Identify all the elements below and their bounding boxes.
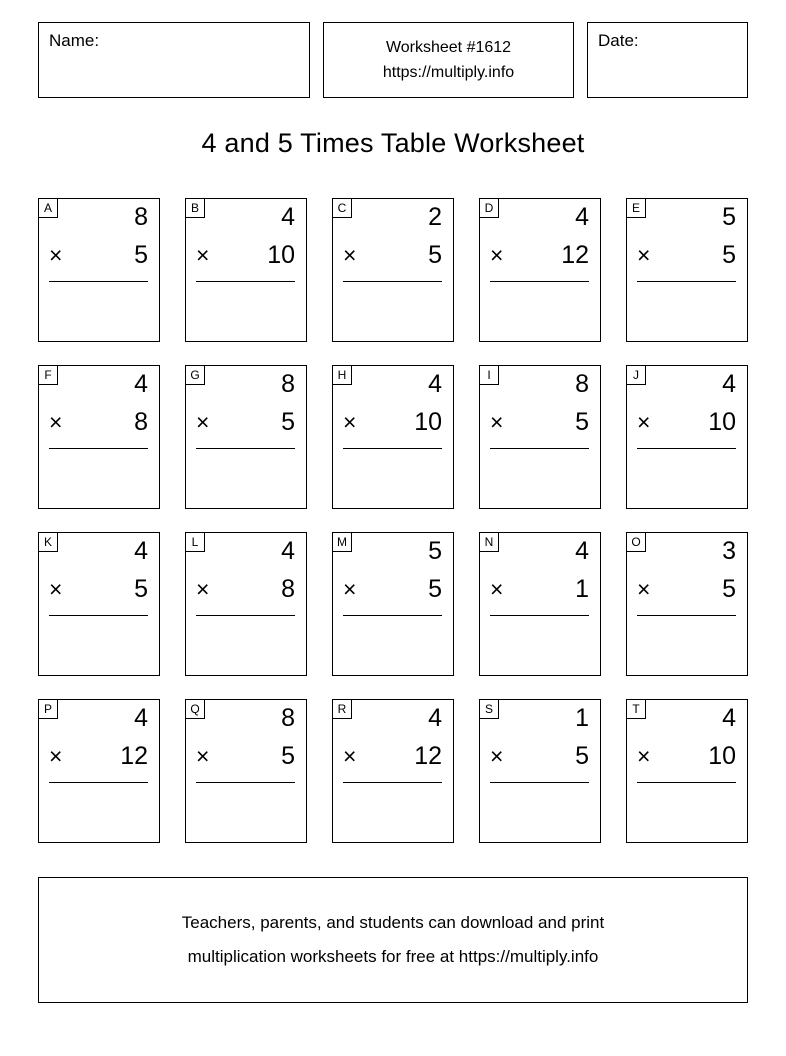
problem-grid: [38, 198, 750, 843]
problem-cell[interactable]: [185, 198, 307, 342]
problem-letter: C: [333, 199, 352, 218]
problem-body: [343, 704, 442, 783]
header-row: [38, 22, 748, 98]
problem-cell[interactable]: [626, 365, 748, 509]
answer-rule: [343, 448, 442, 449]
multiplier: 5: [428, 241, 442, 269]
multiplier: 10: [708, 408, 736, 436]
multiplicand: 2: [428, 203, 442, 231]
multiplier: 5: [428, 575, 442, 603]
problem-body: [490, 370, 589, 449]
answer-rule: [49, 448, 148, 449]
problem-body: [196, 704, 295, 783]
problem-cell[interactable]: [185, 532, 307, 676]
problem-cell[interactable]: [626, 198, 748, 342]
multiplicand: 4: [722, 704, 736, 732]
multiplier: 8: [134, 408, 148, 436]
multiplier: 12: [414, 742, 442, 770]
answer-rule: [490, 448, 589, 449]
answer-rule: [49, 281, 148, 282]
answer-rule: [196, 615, 295, 616]
problem-letter: F: [39, 366, 58, 385]
worksheet-url: https://multiply.info: [382, 64, 515, 81]
multiplier: 5: [281, 742, 295, 770]
multiplier: 5: [722, 575, 736, 603]
multiplicand: 8: [134, 203, 148, 231]
problem-body: [49, 370, 148, 449]
multiply-operator: ×: [637, 409, 651, 435]
multiplicand: 4: [575, 537, 589, 565]
multiply-operator: ×: [637, 576, 651, 602]
answer-rule: [637, 782, 736, 783]
multiply-operator: ×: [343, 576, 357, 602]
problem-letter: R: [333, 700, 352, 719]
problem-letter: L: [186, 533, 205, 552]
answer-rule: [196, 782, 295, 783]
multiplicand: 4: [281, 203, 295, 231]
name-label: Name:: [49, 31, 100, 50]
problem-letter: A: [39, 199, 58, 218]
problem-letter: M: [333, 533, 352, 552]
page-title: 4 and 5 Times Table Worksheet: [201, 128, 585, 158]
multiplier: 8: [281, 575, 295, 603]
problem-cell[interactable]: [626, 699, 748, 843]
multiplier: 10: [267, 241, 295, 269]
multiply-operator: ×: [490, 409, 504, 435]
multiply-operator: ×: [490, 743, 504, 769]
problem-cell[interactable]: [479, 365, 601, 509]
multiplier: 5: [281, 408, 295, 436]
multiply-operator: ×: [196, 409, 210, 435]
problem-body: [490, 537, 589, 616]
multiplicand: 4: [134, 537, 148, 565]
multiplier: 10: [414, 408, 442, 436]
problem-letter: H: [333, 366, 352, 385]
footer-line-1: Teachers, parents, and students can download and print: [181, 913, 605, 932]
problem-letter: O: [627, 533, 646, 552]
multiplicand: 8: [281, 704, 295, 732]
problem-cell[interactable]: [479, 198, 601, 342]
answer-rule: [196, 281, 295, 282]
problem-cell[interactable]: [332, 365, 454, 509]
footer-note: [38, 877, 748, 1003]
problem-body: [637, 704, 736, 783]
multiplier: 5: [722, 241, 736, 269]
multiplicand: 8: [575, 370, 589, 398]
multiplicand: 4: [134, 704, 148, 732]
multiplicand: 8: [281, 370, 295, 398]
problem-cell[interactable]: [479, 699, 601, 843]
problem-cell[interactable]: [332, 532, 454, 676]
multiplicand: 5: [428, 537, 442, 565]
multiply-operator: ×: [49, 743, 63, 769]
answer-rule: [637, 448, 736, 449]
problem-letter: J: [627, 366, 646, 385]
problem-cell[interactable]: [38, 532, 160, 676]
multiply-operator: ×: [196, 242, 210, 268]
answer-rule: [196, 448, 295, 449]
multiplier: 5: [575, 742, 589, 770]
multiply-operator: ×: [196, 576, 210, 602]
multiplicand: 5: [722, 203, 736, 231]
multiply-operator: ×: [343, 242, 357, 268]
problem-letter: Q: [186, 700, 205, 719]
answer-rule: [49, 615, 148, 616]
problem-body: [343, 203, 442, 282]
problem-letter: I: [480, 366, 499, 385]
problem-body: [196, 370, 295, 449]
multiplicand: 4: [134, 370, 148, 398]
multiplier: 1: [575, 575, 589, 603]
problem-letter: T: [627, 700, 646, 719]
answer-rule: [490, 615, 589, 616]
multiplier: 5: [134, 575, 148, 603]
problem-letter: K: [39, 533, 58, 552]
problem-body: [49, 537, 148, 616]
problem-letter: E: [627, 199, 646, 218]
problem-cell[interactable]: [38, 198, 160, 342]
problem-body: [49, 704, 148, 783]
multiply-operator: ×: [637, 743, 651, 769]
problem-cell[interactable]: [185, 699, 307, 843]
problem-body: [343, 537, 442, 616]
name-box[interactable]: [38, 22, 310, 98]
answer-rule: [490, 782, 589, 783]
problem-letter: D: [480, 199, 499, 218]
multiply-operator: ×: [49, 409, 63, 435]
problem-body: [637, 370, 736, 449]
worksheet-info-box: [323, 22, 574, 98]
multiplicand: 4: [281, 537, 295, 565]
worksheet-number: Worksheet #1612: [385, 39, 512, 56]
problem-body: [490, 704, 589, 783]
problem-letter: B: [186, 199, 205, 218]
multiplicand: 1: [575, 704, 589, 732]
multiply-operator: ×: [49, 242, 63, 268]
answer-rule: [637, 615, 736, 616]
problem-body: [490, 203, 589, 282]
multiplier: 12: [561, 241, 589, 269]
problem-body: [49, 203, 148, 282]
date-box[interactable]: [587, 22, 748, 98]
multiplicand: 3: [722, 537, 736, 565]
multiplier: 12: [120, 742, 148, 770]
problem-cell[interactable]: [332, 198, 454, 342]
multiplicand: 4: [575, 203, 589, 231]
answer-rule: [490, 281, 589, 282]
problem-cell[interactable]: [185, 365, 307, 509]
problem-body: [196, 537, 295, 616]
multiply-operator: ×: [196, 743, 210, 769]
multiplier: 5: [134, 241, 148, 269]
multiply-operator: ×: [637, 242, 651, 268]
problem-letter: G: [186, 366, 205, 385]
multiply-operator: ×: [490, 576, 504, 602]
multiplier: 5: [575, 408, 589, 436]
multiply-operator: ×: [343, 409, 357, 435]
answer-rule: [343, 615, 442, 616]
multiplicand: 4: [428, 370, 442, 398]
problem-cell[interactable]: [332, 699, 454, 843]
multiplicand: 4: [428, 704, 442, 732]
problem-cell[interactable]: [38, 365, 160, 509]
answer-rule: [637, 281, 736, 282]
problem-body: [343, 370, 442, 449]
multiply-operator: ×: [490, 242, 504, 268]
problem-cell[interactable]: [38, 699, 160, 843]
answer-rule: [49, 782, 148, 783]
multiply-operator: ×: [343, 743, 357, 769]
problem-letter: S: [480, 700, 499, 719]
date-label: Date:: [598, 31, 639, 50]
answer-rule: [343, 281, 442, 282]
problem-cell[interactable]: [626, 532, 748, 676]
problem-body: [637, 203, 736, 282]
multiply-operator: ×: [49, 576, 63, 602]
problem-body: [196, 203, 295, 282]
problem-letter: P: [39, 700, 58, 719]
problem-body: [637, 537, 736, 616]
problem-cell[interactable]: [479, 532, 601, 676]
problem-letter: N: [480, 533, 499, 552]
footer-line-2: multiplication worksheets for free at https://multiply.info: [187, 947, 599, 966]
multiplier: 10: [708, 742, 736, 770]
answer-rule: [343, 782, 442, 783]
multiplicand: 4: [722, 370, 736, 398]
